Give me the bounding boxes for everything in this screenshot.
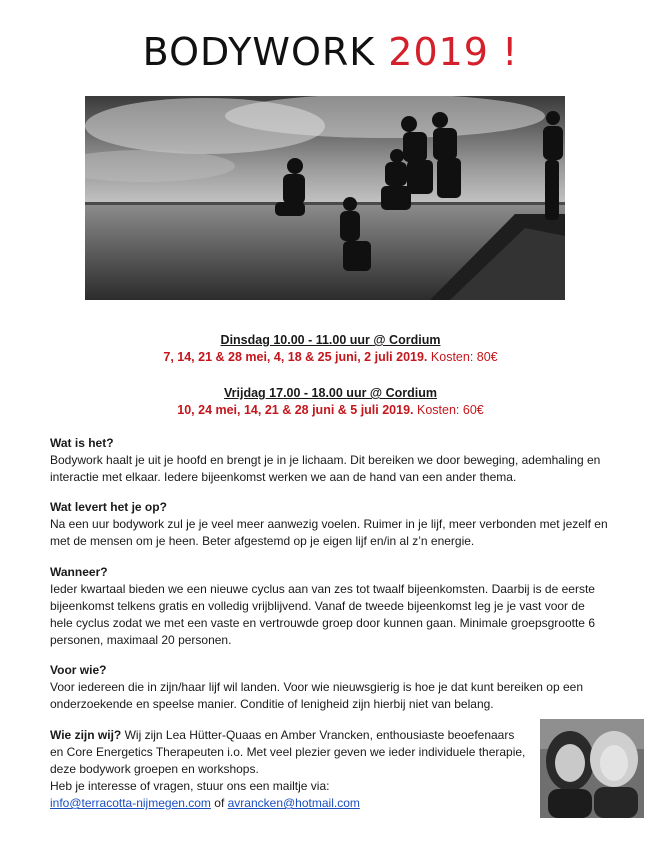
hero-photo (85, 96, 565, 300)
section-what (50, 435, 610, 486)
schedule-dates (0, 349, 661, 366)
email-link-amber[interactable]: avrancken@hotmail.com (227, 796, 360, 810)
page-title (0, 30, 661, 74)
section-heading: Wat is het? (50, 436, 114, 450)
two-women-photo (540, 719, 644, 818)
portrait-photo (540, 719, 644, 818)
title-main: BODYWORK (142, 30, 376, 74)
schedule-dates (0, 402, 661, 419)
title-year: 2019 ! (388, 30, 519, 74)
section-heading: Wanneer? (50, 565, 108, 579)
contact-text: Heb je interesse of vragen, stuur ons een mailtje via: (50, 779, 330, 793)
schedule-date-list: 7, 14, 21 & 28 mei, 4, 18 & 25 juni, 2 juli 2019. (163, 350, 428, 364)
section-when (50, 564, 610, 649)
section-who (50, 727, 530, 812)
schedule-date-list: 10, 24 mei, 14, 21 & 28 juni & 5 juli 2019. (177, 403, 414, 417)
schedule-cost: Kosten: 80€ (430, 350, 498, 364)
schedule-friday (0, 385, 661, 419)
section-body: Wij zijn Lea Hütter-Quaas en Amber Vrancken, enthousiaste beoefenaars en Core Energetics Therapeuten i.o. Met veel plezier geven we ieder individuele therapie, deze bodywork groepen en workshops. (50, 728, 526, 776)
section-forwho (50, 662, 610, 713)
schedule-tuesday (0, 332, 661, 366)
section-body: Na een uur bodywork zul je je veel meer aanwezig voelen. Ruimer in je lijf, meer verbonden met jezelf en met de mensen om je heen. Beter afgestemd op je eigen lijf en/in al z’n energie. (50, 517, 608, 548)
jumping-kids-photo (85, 96, 565, 300)
section-body: Ieder kwartaal bieden we een nieuwe cyclus aan van zes tot twaalf bijeenkomsten. Daarbij is de eerste bijeenkomst telkens gratis en volledig vrijblijvend. Vanaf de tweede bijeenkomst leg je je vast voor de hele cyclus zodat we met een vaste en vertrouwde groep door kunnen gaan. Minimale groepsgrootte 6 personen, maximaal 20 personen. (50, 582, 595, 647)
section-benefit (50, 499, 610, 550)
schedule-day: Vrijdag 17.00 - 18.00 uur @ Cordium (224, 386, 437, 400)
schedule-day: Dinsdag 10.00 - 11.00 uur @ Cordium (220, 333, 441, 347)
or-text: of (214, 796, 225, 810)
section-heading: Voor wie? (50, 663, 107, 677)
section-body: Voor iedereen die in zijn/haar lijf wil landen. Voor wie nieuwsgierig is hoe je dat kunt bereiken op een onderzoekende en speelse manier. Conditie of lenigheid zijn hierbij niet van belang. (50, 680, 583, 711)
section-heading: Wat levert het je op? (50, 500, 167, 514)
section-body: Bodywork haalt je uit je hoofd en brengt je in je lichaam. Dit bereiken we door beweging, ademhaling en interactie met elkaar. Iedere bijeenkomst werken we aan de hand van een ander thema. (50, 453, 601, 484)
email-link-terracotta[interactable]: info@terracotta-nijmegen.com (50, 796, 211, 810)
section-heading: Wie zijn wij? (50, 728, 122, 742)
schedule-cost: Kosten: 60€ (417, 403, 484, 417)
